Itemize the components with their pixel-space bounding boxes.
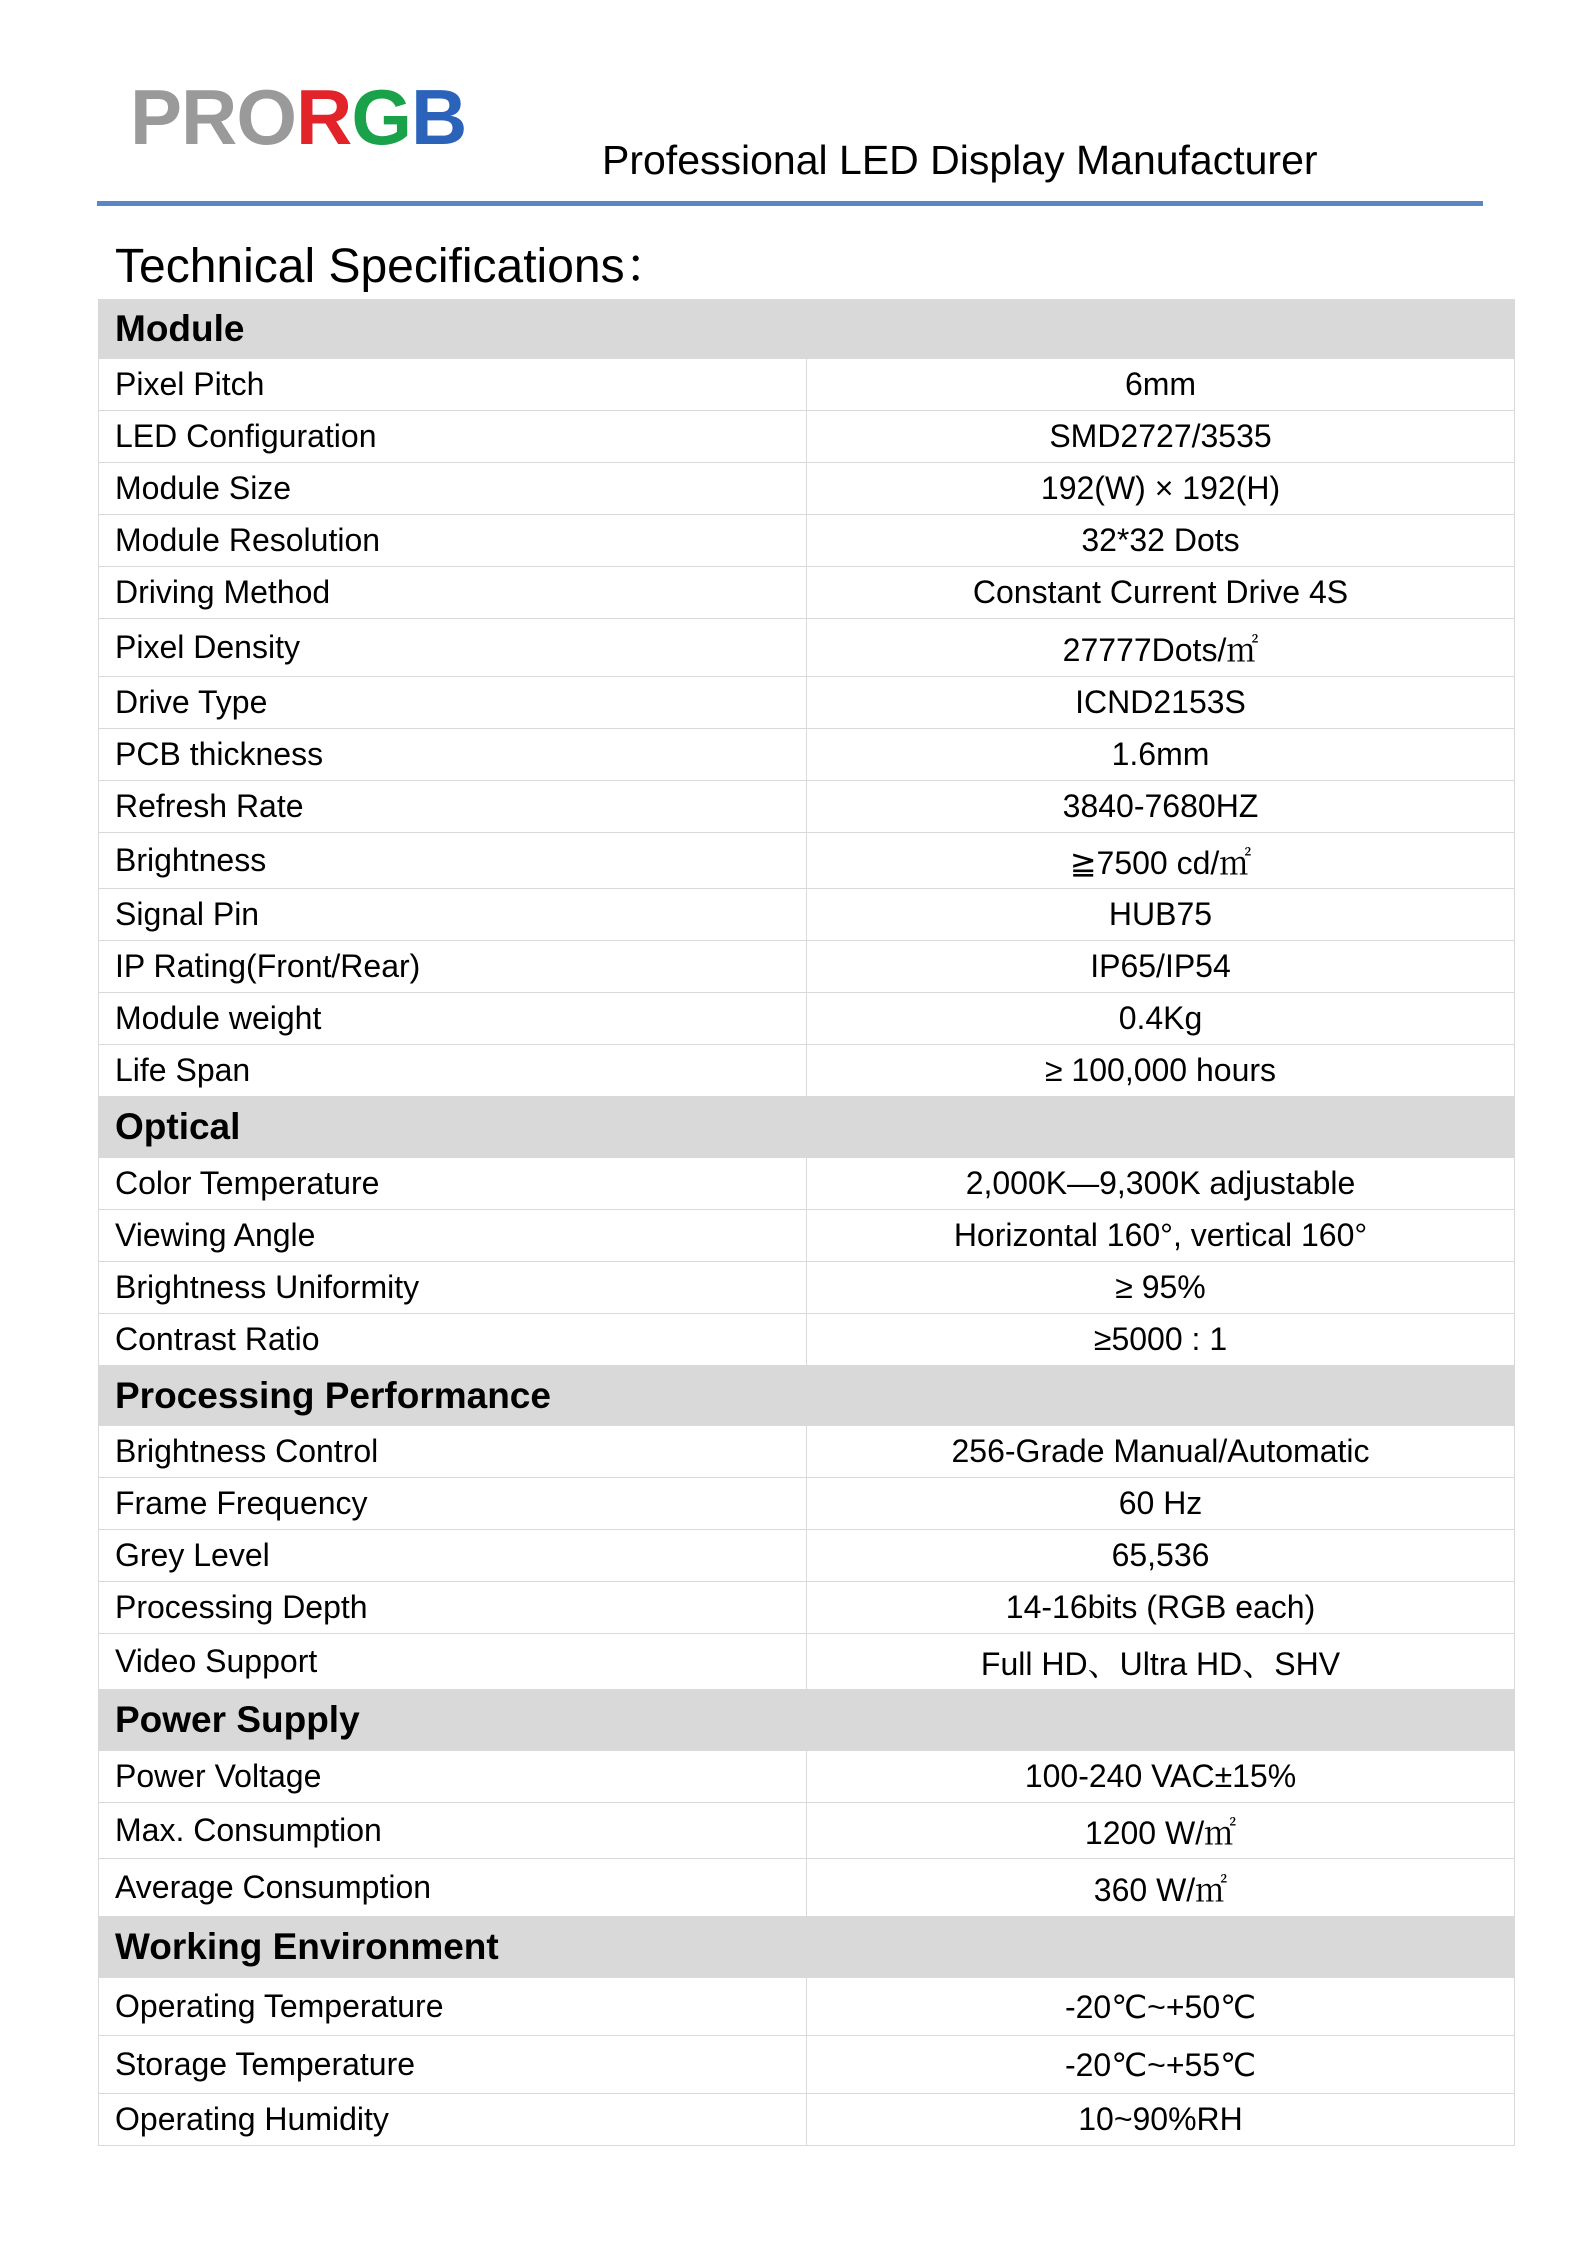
- spec-label: Brightness Uniformity: [99, 1262, 807, 1314]
- spec-label: Brightness: [99, 833, 807, 889]
- spec-label: Module weight: [99, 993, 807, 1045]
- spec-row: [99, 2094, 1515, 2146]
- spec-value: 0.4Kg: [807, 993, 1515, 1045]
- spec-value: 6mm: [807, 359, 1515, 411]
- spec-value: 65,536: [807, 1530, 1515, 1582]
- spec-label: Brightness Control: [99, 1426, 807, 1478]
- section-header-row: [99, 1690, 1515, 1751]
- section-title: Power Supply: [99, 1690, 1515, 1751]
- spec-row: [99, 515, 1515, 567]
- spec-value: 256-Grade Manual/Automatic: [807, 1426, 1515, 1478]
- spec-label: Life Span: [99, 1045, 807, 1097]
- spec-label: Drive Type: [99, 677, 807, 729]
- spec-value: 2,000K—9,300K adjustable: [807, 1158, 1515, 1210]
- spec-label: Grey Level: [99, 1530, 807, 1582]
- spec-label: Video Support: [99, 1634, 807, 1690]
- spec-row: [99, 1634, 1515, 1690]
- spec-row: [99, 1859, 1515, 1917]
- spec-label: Power Voltage: [99, 1751, 807, 1803]
- spec-row: [99, 729, 1515, 781]
- spec-label: Module Resolution: [99, 515, 807, 567]
- spec-row: [99, 2036, 1515, 2094]
- spec-row: [99, 1530, 1515, 1582]
- spec-label: PCB thickness: [99, 729, 807, 781]
- spec-value: 14-16bits (RGB each): [807, 1582, 1515, 1634]
- spec-value: 3840-7680HZ: [807, 781, 1515, 833]
- spec-row: [99, 677, 1515, 729]
- spec-label: Color Temperature: [99, 1158, 807, 1210]
- spec-label: Pixel Pitch: [99, 359, 807, 411]
- spec-value: HUB75: [807, 889, 1515, 941]
- spec-row: [99, 359, 1515, 411]
- section-title: Optical: [99, 1097, 1515, 1158]
- spec-row: [99, 1978, 1515, 2036]
- spec-row: [99, 833, 1515, 889]
- section-title: Working Environment: [99, 1917, 1515, 1978]
- section-header-row: [99, 1917, 1515, 1978]
- spec-value: 360 W/㎡: [807, 1859, 1515, 1917]
- section-header-row: [99, 1366, 1515, 1426]
- spec-row: [99, 993, 1515, 1045]
- spec-value: 1.6mm: [807, 729, 1515, 781]
- spec-label: Average Consumption: [99, 1859, 807, 1917]
- spec-label: Viewing Angle: [99, 1210, 807, 1262]
- page-title: Technical Specifications：: [115, 240, 673, 293]
- spec-row: [99, 941, 1515, 993]
- spec-value: -20℃~+55℃: [807, 2036, 1515, 2094]
- spec-value: 60 Hz: [807, 1478, 1515, 1530]
- spec-row: [99, 781, 1515, 833]
- spec-row: [99, 889, 1515, 941]
- spec-value: 1200 W/㎡: [807, 1803, 1515, 1859]
- spec-value: Full HD、Ultra HD、SHV: [807, 1634, 1515, 1690]
- header-tagline: Professional LED Display Manufacturer: [602, 137, 1318, 183]
- spec-label: Driving Method: [99, 567, 807, 619]
- spec-label: Pixel Density: [99, 619, 807, 677]
- section-title: Module: [99, 300, 1515, 359]
- spec-value: 100-240 VAC±15%: [807, 1751, 1515, 1803]
- spec-value: 32*32 Dots: [807, 515, 1515, 567]
- spec-row: [99, 463, 1515, 515]
- spec-value: Horizontal 160°, vertical 160°: [807, 1210, 1515, 1262]
- spec-row: [99, 1045, 1515, 1097]
- spec-row: [99, 1751, 1515, 1803]
- section-header-row: [99, 300, 1515, 359]
- spec-table: [98, 299, 1515, 2146]
- spec-label: Module Size: [99, 463, 807, 515]
- spec-row: [99, 411, 1515, 463]
- spec-row: [99, 619, 1515, 677]
- spec-row: [99, 1314, 1515, 1366]
- spec-row: [99, 1582, 1515, 1634]
- spec-row: [99, 567, 1515, 619]
- spec-label: Refresh Rate: [99, 781, 807, 833]
- spec-label: Frame Frequency: [99, 1478, 807, 1530]
- spec-row: [99, 1210, 1515, 1262]
- spec-label: Processing Depth: [99, 1582, 807, 1634]
- spec-value: ≥ 100,000 hours: [807, 1045, 1515, 1097]
- spec-label: Operating Temperature: [99, 1978, 807, 2036]
- spec-value: ≧7500 cd/㎡: [807, 833, 1515, 889]
- spec-value: ≥5000 : 1: [807, 1314, 1515, 1366]
- spec-label: Signal Pin: [99, 889, 807, 941]
- spec-value: ≥ 95%: [807, 1262, 1515, 1314]
- spec-label: Operating Humidity: [99, 2094, 807, 2146]
- spec-value: 10~90%RH: [807, 2094, 1515, 2146]
- spec-row: [99, 1158, 1515, 1210]
- spec-value: 27777Dots/㎡: [807, 619, 1515, 677]
- prorgb-logo: PRORGB: [130, 73, 467, 161]
- spec-label: LED Configuration: [99, 411, 807, 463]
- header-divider: [97, 201, 1483, 206]
- spec-value: -20℃~+50℃: [807, 1978, 1515, 2036]
- spec-label: Max. Consumption: [99, 1803, 807, 1859]
- spec-value: Constant Current Drive 4S: [807, 567, 1515, 619]
- spec-label: IP Rating(Front/Rear): [99, 941, 807, 993]
- spec-row: [99, 1262, 1515, 1314]
- spec-row: [99, 1478, 1515, 1530]
- section-header-row: [99, 1097, 1515, 1158]
- spec-value: SMD2727/3535: [807, 411, 1515, 463]
- spec-value: 192(W) × 192(H): [807, 463, 1515, 515]
- spec-row: [99, 1803, 1515, 1859]
- spec-value: ICND2153S: [807, 677, 1515, 729]
- spec-row: [99, 1426, 1515, 1478]
- section-title: Processing Performance: [99, 1366, 1515, 1426]
- spec-label: Storage Temperature: [99, 2036, 807, 2094]
- spec-value: IP65/IP54: [807, 941, 1515, 993]
- spec-label: Contrast Ratio: [99, 1314, 807, 1366]
